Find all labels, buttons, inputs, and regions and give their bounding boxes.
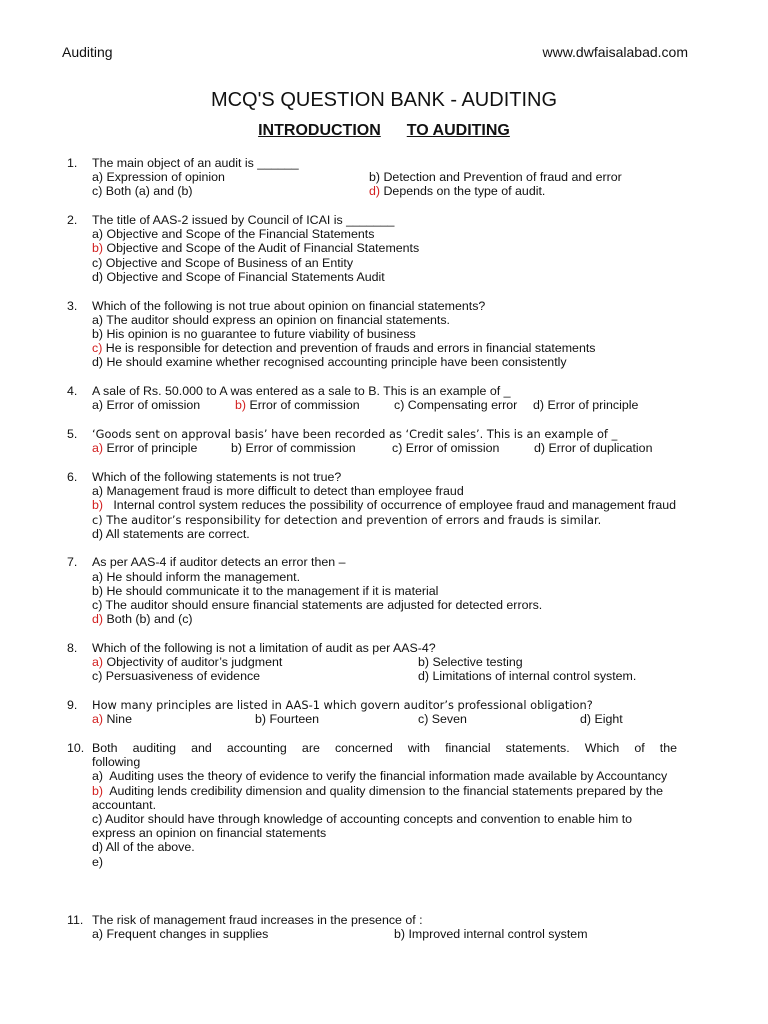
question-9 (67, 698, 677, 726)
option-text: He should inform the management. (103, 569, 301, 584)
option-text: Objective and Scope of the Audit of Financial Statements (103, 241, 420, 256)
option-b (418, 655, 523, 669)
option-letter: d) (580, 712, 592, 727)
question-stem: Both auditing and accounting are concerned with financial statements. Which of the (92, 740, 677, 755)
option-letter: d) (92, 840, 104, 855)
option-letter: b) (418, 655, 430, 670)
header-website: www.dwfaisalabad.com (542, 44, 688, 60)
question-stem: Which of the following is not true about opinion on financial statements? (92, 298, 486, 313)
option-letter: c) (92, 598, 103, 613)
option-letter: c) (92, 255, 103, 270)
option-text: He is responsible for detection and prevention of frauds and errors in financial statements (102, 341, 596, 356)
option-d (580, 712, 623, 726)
option-c (92, 669, 260, 683)
option-c (92, 256, 677, 270)
option-letter: b) (92, 241, 104, 256)
option-letter: c) (92, 669, 103, 684)
option-c (392, 441, 499, 455)
option-text: Compensating error (404, 398, 518, 413)
option-text: He should communicate it to the management if it is material (103, 583, 439, 598)
option-text: Internal control system reduces the possibility of occurrence of employee fraud and management fraud (103, 498, 677, 513)
question-stem: A sale of Rs. 50.000 to A was entered as a sale to B. This is an example of _ (92, 384, 511, 399)
option-d (418, 669, 636, 683)
question-number: 11. (67, 912, 84, 927)
option-letter: d) (418, 669, 430, 684)
option-letter: c) (92, 184, 103, 199)
option-letter: c) (92, 341, 103, 356)
option-text: The auditor’s responsibility for detection and prevention of errors and frauds is similar. (102, 512, 602, 527)
question-stem: The title of AAS-2 issued by Council of ICAI is _______ (92, 213, 395, 228)
option-text: Error of principle (103, 441, 198, 456)
option-text: The auditor should ensure financial statements are adjusted for detected errors. (102, 598, 543, 613)
option-d (369, 184, 545, 198)
question-stem: ‘Goods sent on approval basis’ have been recorded as ‘Credit sales’. This is an example of _ (92, 427, 618, 441)
option-a (92, 570, 677, 584)
option-text: Error of commission (246, 398, 360, 413)
option-b (92, 584, 677, 598)
question-stem: The risk of management fraud increases in the presence of : (92, 912, 423, 927)
option-text: Fourteen (266, 712, 320, 727)
option-text: Both (a) and (b) (102, 184, 193, 199)
question-number: 1. (67, 156, 78, 170)
question-stem: As per AAS-4 if auditor detects an error then – (92, 555, 346, 570)
question-stem: Which of the following is not a limitation of audit as per AAS-4? (92, 640, 436, 655)
option-b (231, 441, 356, 455)
option-a (92, 170, 225, 184)
option-d (92, 840, 677, 854)
option-letter: b) (92, 783, 104, 798)
option-d (92, 612, 677, 626)
option-a (92, 655, 282, 669)
option-text: Improved internal control system (405, 926, 588, 941)
option-text: Error of duplication (545, 441, 653, 456)
option-letter: b) (231, 441, 243, 456)
option-text: Eight (591, 712, 623, 727)
option-letter: b) (369, 170, 381, 185)
option-letter: d) (92, 526, 104, 541)
option-letter: a) (92, 441, 104, 456)
option-text: Auditing uses the theory of evidence to verify the financial information made available by Accountancy (103, 769, 668, 784)
option-b (394, 927, 588, 941)
header-subject: Auditing (62, 44, 113, 60)
section-title-part1: INTRODUCTION (258, 122, 381, 139)
question-8 (67, 641, 677, 684)
question-1 (67, 156, 677, 199)
option-letter: a) (92, 484, 104, 499)
option-letter: d) (534, 441, 546, 456)
option-letter: b) (235, 398, 247, 413)
document-title: MCQ'S QUESTION BANK - AUDITING (210, 89, 558, 111)
option-letter: d) (92, 355, 104, 370)
option-letter: b) (394, 926, 406, 941)
option-b (92, 498, 677, 512)
question-3 (67, 299, 677, 370)
option-text: Objectivity of auditor’s judgment (103, 655, 283, 670)
option-letter: d) (92, 269, 104, 284)
question-stem: The main object of an audit is ______ (92, 156, 299, 170)
section-title (0, 122, 768, 140)
option-text: Selective testing (429, 655, 523, 670)
option-text: Objective and Scope of the Financial Statements (103, 227, 375, 242)
option-letter: b) (255, 712, 267, 727)
option-text: Both (b) and (c) (103, 612, 193, 627)
option-text: The auditor should express an opinion on financial statements. (103, 312, 450, 327)
option-c (92, 341, 677, 355)
question-number: 4. (67, 384, 78, 399)
option-letter: a) (92, 569, 104, 584)
option-text: Error of omission (402, 441, 500, 456)
option-a (92, 441, 197, 455)
option-text: Management fraud is more difficult to detect than employee fraud (103, 484, 464, 499)
option-e (92, 855, 677, 869)
option-text: Frequent changes in supplies (103, 926, 269, 941)
option-a (92, 484, 677, 498)
option-letter: d) (369, 184, 381, 199)
option-text: Error of omission (103, 398, 201, 413)
option-letter: d) (533, 398, 545, 413)
option-b (92, 241, 677, 255)
option-letter: c) (418, 712, 429, 727)
option-d (534, 441, 652, 455)
question-number: 3. (67, 298, 78, 313)
question-2 (67, 213, 677, 284)
option-c (92, 513, 677, 527)
option-b (92, 784, 677, 812)
option-letter: c) (92, 512, 103, 527)
question-number: 7. (67, 555, 78, 570)
option-text: Error of commission (242, 441, 356, 456)
option-text: Error of principle (544, 398, 639, 413)
option-text: All statements are correct. (103, 526, 250, 541)
option-text: Auditing lends credibility dimension and quality dimension to the financial statements prepared by the accountant. (92, 783, 667, 812)
option-text: Auditor should have through knowledge of accounting concepts and convention to enable him to express an opinion on financial statements (92, 811, 633, 841)
question-number: 8. (67, 640, 78, 655)
option-c (92, 812, 677, 840)
option-text: Depends on the type of audit. (380, 184, 546, 199)
question-number: 10. (67, 740, 85, 755)
option-text: Expression of opinion (103, 170, 225, 185)
option-text: His opinion is no guarantee to future viability of business (103, 327, 416, 341)
option-text: All of the above. (103, 840, 195, 855)
option-b (369, 170, 622, 184)
option-a (92, 712, 132, 726)
option-text: Seven (428, 712, 467, 727)
option-a (92, 769, 677, 783)
option-letter: a) (92, 398, 104, 413)
option-a (92, 398, 200, 412)
section-title-part2: TO AUDITING (406, 122, 510, 139)
option-letter: d) (92, 612, 104, 627)
option-c (92, 184, 193, 198)
question-6 (67, 470, 677, 541)
question-5 (67, 427, 677, 455)
question-stem: How many principles are listed in AAS-1 which govern auditor’s professional obligation? (92, 698, 593, 712)
option-text: Limitations of internal control system. (429, 669, 637, 684)
option-text: Objective and Scope of Business of an Entity (102, 255, 354, 270)
question-number: 9. (67, 698, 78, 712)
option-a (92, 927, 268, 941)
option-text: Persuasiveness of evidence (102, 669, 261, 684)
question-11 (67, 913, 677, 941)
option-letter: a) (92, 170, 104, 185)
option-letter: c) (394, 398, 405, 413)
question-number: 6. (67, 469, 78, 484)
question-7 (67, 555, 677, 626)
option-d (92, 270, 677, 284)
option-c (394, 398, 517, 412)
option-letter: e) (92, 854, 104, 869)
option-d (533, 398, 638, 412)
option-letter: a) (92, 926, 104, 941)
option-b (235, 398, 360, 412)
question-stem: Which of the following statements is not true? (92, 469, 342, 484)
question-10 (67, 741, 677, 869)
question-list (67, 156, 677, 956)
option-c (418, 712, 467, 726)
option-text: Detection and Prevention of fraud and error (380, 170, 622, 185)
option-letter: c) (392, 441, 403, 456)
option-letter: a) (92, 655, 104, 670)
option-a (92, 313, 677, 327)
option-text: Objective and Scope of Financial Statements Audit (103, 269, 385, 284)
question-4 (67, 384, 677, 412)
option-letter: a) (92, 227, 104, 242)
question-number: 5. (67, 427, 78, 441)
option-letter: b) (92, 498, 104, 513)
page-header (62, 44, 688, 64)
option-c (92, 598, 677, 612)
question-number: 2. (67, 213, 78, 228)
question-stem-continued: following (92, 755, 141, 770)
option-letter: c) (92, 811, 103, 826)
option-letter: a) (92, 769, 104, 784)
option-b (92, 327, 677, 341)
option-b (255, 712, 319, 726)
option-letter: b) (92, 583, 104, 598)
option-a (92, 227, 677, 241)
option-letter: a) (92, 712, 104, 727)
option-letter: b) (92, 327, 104, 341)
option-text: He should examine whether recognised accounting principle have been consistently (103, 355, 567, 370)
option-d (92, 355, 677, 369)
option-d (92, 527, 677, 541)
option-letter: a) (92, 312, 104, 327)
option-text: Nine (103, 712, 132, 727)
